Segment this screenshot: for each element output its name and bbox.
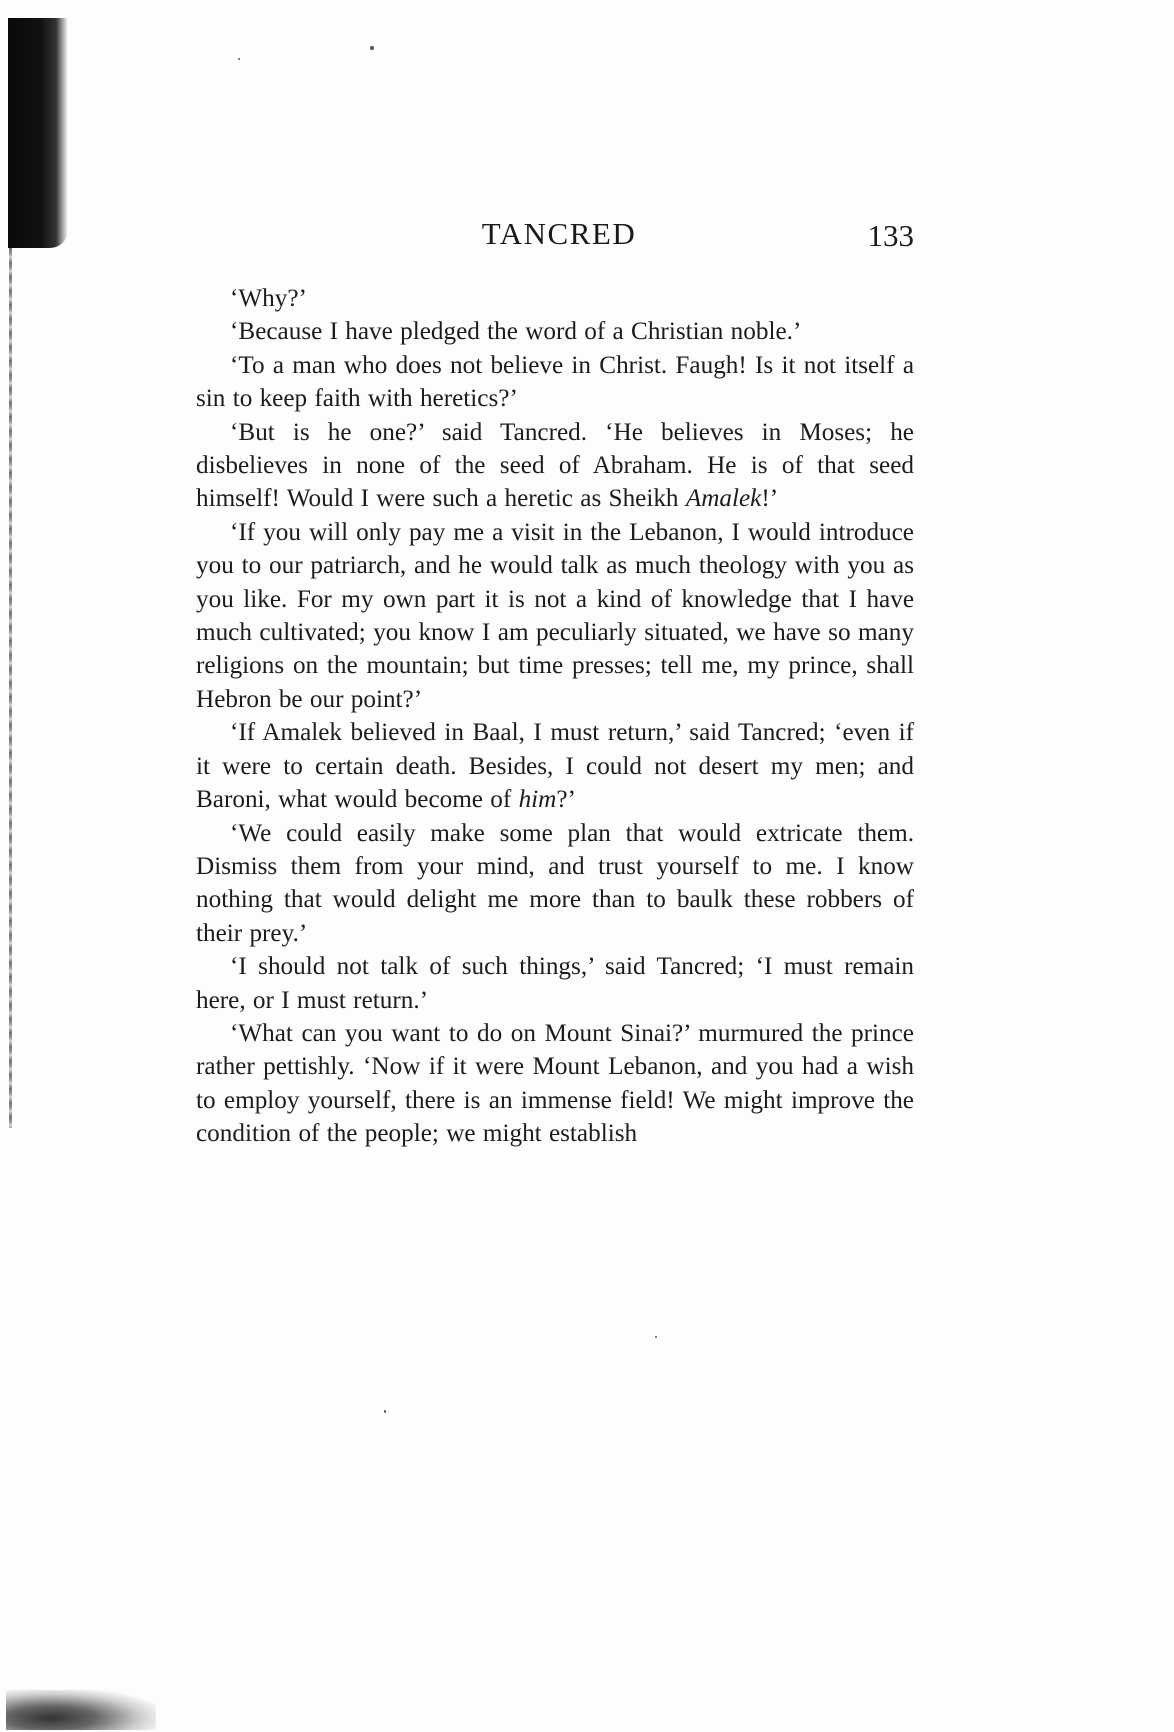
binding-shadow: [8, 18, 68, 248]
text-run: ‘I should not talk of such things,’ said Tancred; ‘I must remain here, or I must return.’: [196, 953, 914, 1014]
body-text: [196, 282, 914, 1151]
running-title: TANCRED: [481, 216, 637, 251]
paragraph: [196, 349, 914, 416]
speck: [384, 1410, 386, 1413]
paragraph: [196, 1017, 914, 1151]
speck: [370, 46, 374, 50]
binding-edge: [9, 248, 12, 1128]
text-run: ‘What can you want to do on Mount Sinai?’ murmured the prince rather pettishly. ‘Now if it were Mount Lebanon, and you had a wish to employ yourself, there is an immense field! We might improve the condition of the people; we might establish: [196, 1019, 914, 1148]
text-run: ‘We could easily make some plan that would extricate them. Dismiss them from your mind, and trust yourself to me. I know nothing that would delight me more than to baulk these robbers of their prey.’: [196, 819, 914, 947]
text-run: ‘Because I have pledged the word of a Christian noble.’: [230, 318, 802, 346]
paragraph: [196, 416, 914, 516]
text-run: !’: [761, 485, 779, 513]
text-run: ‘If you will only pay me a visit in the Lebanon, I would introduce you to our patriarch, and he would talk as much theology with you as you like. For my own part it is not a kind of knowledge that I have much cultivated; you know I am peculiarly situated, we have so many religions on the mountain; but time presses; tell me, my prince, shall Hebron be our point?’: [196, 518, 914, 713]
page-number: 133: [867, 218, 914, 253]
paragraph: [196, 817, 914, 951]
italic-text: Amalek: [685, 485, 762, 513]
corner-smudge: [6, 1690, 156, 1730]
paragraph: [196, 950, 914, 1017]
speck: [655, 1336, 657, 1338]
page-header: [204, 216, 914, 260]
paragraph: [196, 282, 914, 315]
text-run: ‘Why?’: [230, 285, 307, 312]
text-run: ‘But is he one?’ said Tancred. ‘He believes in Moses; he disbelieves in none of the seed of Abraham. He is of that seed himself! Would I were such a heretic as Sheikh: [196, 418, 914, 513]
paragraph: [196, 516, 914, 716]
text-run: ‘If Amalek believed in Baal, I must return,’ said Tancred; ‘even if it were to certain death. Besides, I could not desert my men; and Baroni, what would become of: [196, 719, 914, 814]
paragraph: [196, 716, 914, 816]
speck: [238, 58, 240, 60]
text-run: ‘To a man who does not believe in Christ. Faugh! Is it not itself a sin to keep faith with heretics?’: [196, 351, 914, 413]
paragraph: [196, 315, 914, 348]
italic-text: him: [518, 786, 557, 814]
text-run: ?’: [556, 786, 576, 814]
